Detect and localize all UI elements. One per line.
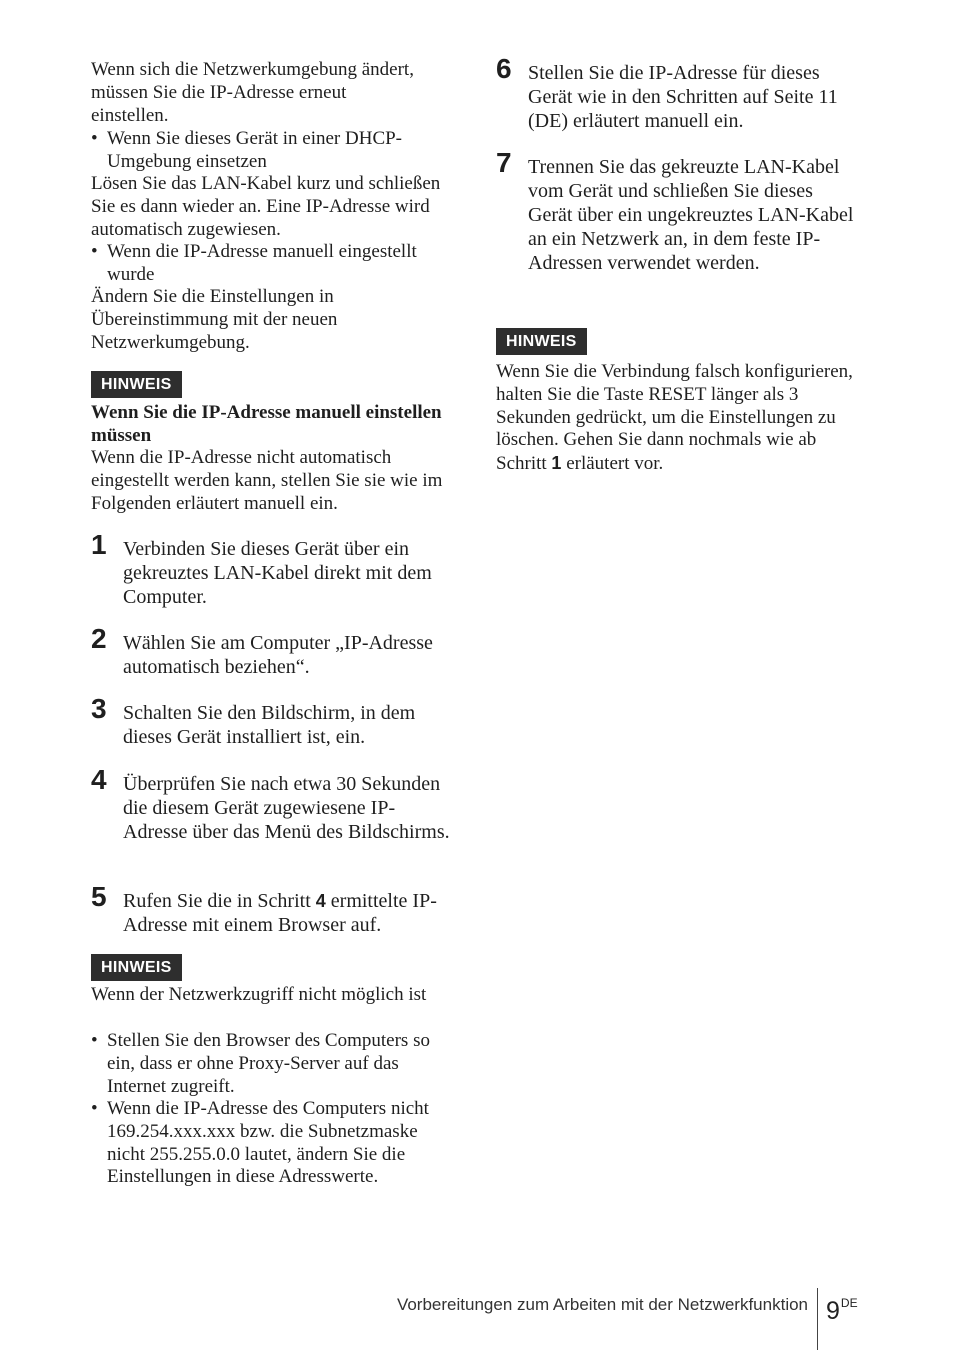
step-5 xyxy=(91,881,451,937)
step-text: Verbinden Sie dieses Gerät über ein gekreuztes LAN-Kabel direkt mit dem Computer. xyxy=(123,538,432,608)
step-1 xyxy=(91,529,451,609)
step-text: Trennen Sie das gekreuzte LAN-Kabel vom Gerät und schließen Sie dieses Gerät über ein ungekreuztes LAN-Kabel an ein Netzwerk an, in dem feste IP-Adressen verwendet werden. xyxy=(528,156,854,274)
hinweis-badge: HINWEIS xyxy=(91,371,182,398)
footer-divider xyxy=(817,1288,818,1350)
step-number: 6 xyxy=(496,53,512,84)
step-text: Überprüfen Sie nach etwa 30 Sekunden die diesem Gerät zugewiesene IP-Adresse über das Menü des Bildschirms. xyxy=(123,773,450,843)
footer-section-title: Vorbereitungen zum Arbeiten mit der Netzwerkfunktion xyxy=(396,1295,808,1314)
page-number: 9DE xyxy=(826,1296,858,1325)
step-text: Wählen Sie am Computer „IP-Adresse automatisch beziehen“. xyxy=(123,632,433,678)
hinweis-text: Wenn Sie die Verbindung falsch konfigurieren, halten Sie die Taste RESET länger als 3 Sekunden gedrückt, um die Einstellungen zu löschen. Gehen Sie dann nochmals wie ab Schritt 1 erläutert vor. xyxy=(496,361,853,475)
step-3 xyxy=(91,693,451,749)
step-text: Schalten Sie den Bildschirm, in dem dieses Gerät installiert ist, ein. xyxy=(123,702,416,748)
manual-text: Ändern Sie die Einstellungen in Übereinstimmung mit der neuen Netzwerkumgebung. xyxy=(91,286,338,353)
step-6 xyxy=(496,53,856,133)
hinweis-badge: HINWEIS xyxy=(91,954,182,981)
hinweis-badge: HINWEIS xyxy=(496,328,587,355)
intro-paragraph: Wenn sich die Netzwerkumgebung ändert, müssen Sie die IP-Adresse erneut einstellen. xyxy=(91,59,414,126)
hinweis-bullet: • Wenn die IP-Adresse des Computers nicht 169.254.xxx.xxx bzw. die Subnetzmaske nicht 255.255.0.0 lautet, ändern Sie die Einstellungen in diese Adresswerte. xyxy=(91,1098,429,1188)
page-suffix: DE xyxy=(840,1296,858,1310)
step-number: 5 xyxy=(91,881,107,912)
hinweis-text: Wenn die IP-Adresse nicht automatisch eingestellt werden kann, stellen Sie sie wie im Folgenden erläutert manuell ein. xyxy=(91,447,443,514)
bullet-dhcp: • Wenn Sie dieses Gerät in einer DHCP-Umgebung einsetzen xyxy=(91,128,403,172)
hinweis-heading: Wenn Sie die IP-Adresse manuell einstellen müssen xyxy=(91,402,442,446)
step-2 xyxy=(91,623,451,679)
step-number: 4 xyxy=(91,764,107,795)
step-number: 7 xyxy=(496,147,512,178)
step-number: 2 xyxy=(91,623,107,654)
step-text: Stellen Sie die IP-Adresse für dieses Gerät wie in den Schritten auf Seite 11 (DE) erläutert manuell ein. xyxy=(528,62,838,132)
bullet-manual: • Wenn die IP-Adresse manuell eingestellt wurde xyxy=(91,241,417,285)
step-4 xyxy=(91,764,451,844)
hinweis-heading: Wenn der Netzwerkzugriff nicht möglich ist xyxy=(91,984,427,1005)
step-number: 1 xyxy=(91,529,107,560)
dhcp-text: Lösen Sie das LAN-Kabel kurz und schließen Sie es dann wieder an. Eine IP-Adresse wird automatisch zugewiesen. xyxy=(91,173,441,240)
step-number: 3 xyxy=(91,693,107,724)
hinweis-bullet: • Stellen Sie den Browser des Computers so ein, dass er ohne Proxy-Server auf das Internet zugreift. xyxy=(91,1030,430,1097)
step-text: Rufen Sie die in Schritt 4 ermittelte IP-Adresse mit einem Browser auf. xyxy=(123,890,437,936)
step-7 xyxy=(496,147,856,275)
